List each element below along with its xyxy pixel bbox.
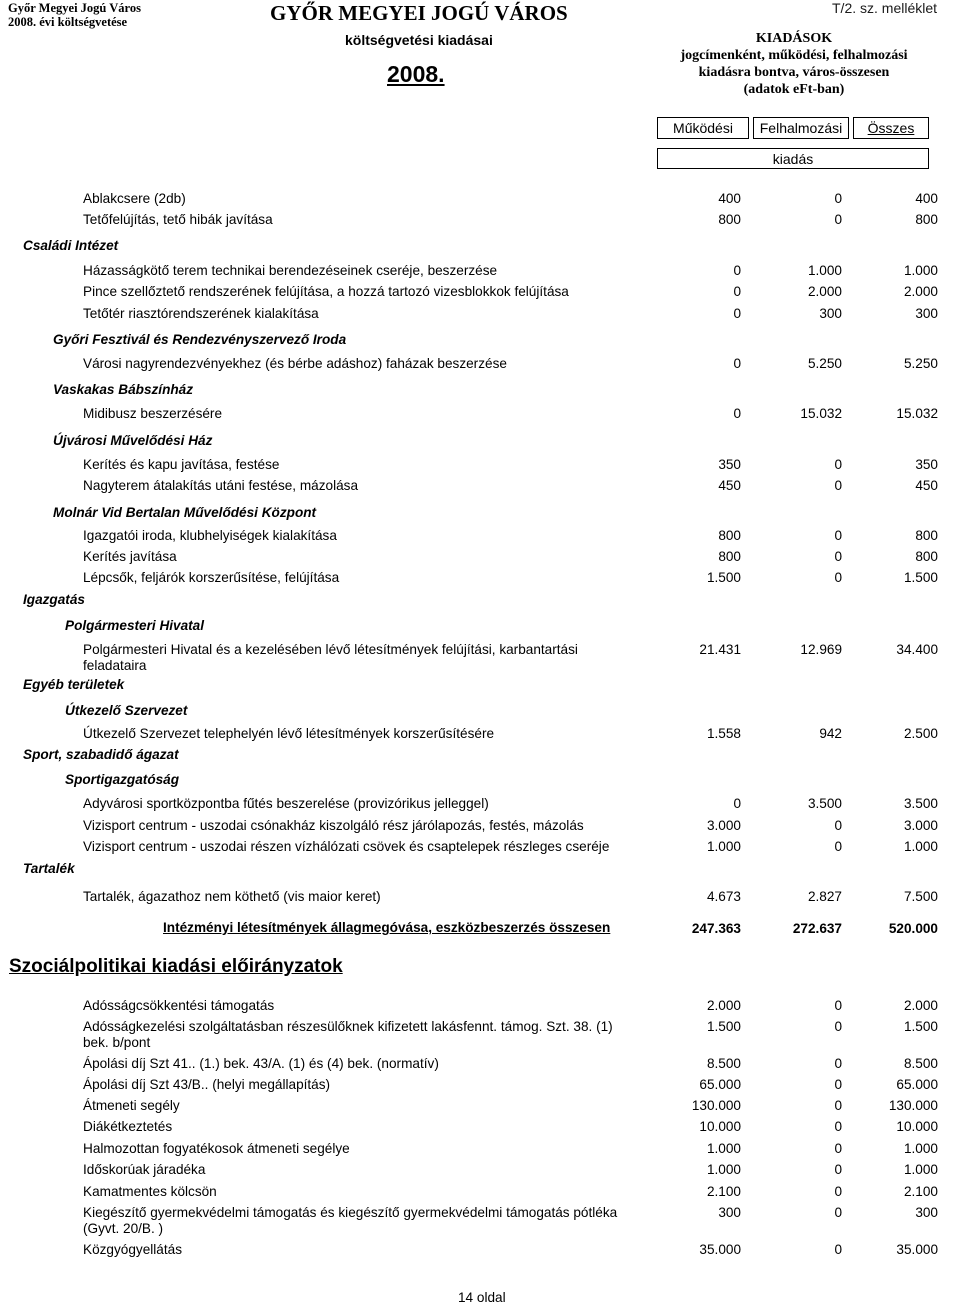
header-right-4: (adatok eFt-ban) xyxy=(743,82,845,97)
header-right-1: KIADÁSOK xyxy=(755,31,833,46)
section-ujvarosi: Újvárosi Művelődési Ház xyxy=(53,433,213,448)
year: 2008. xyxy=(387,61,445,87)
section-egyeb: Egyéb területek xyxy=(23,677,125,692)
column-operating: Működési xyxy=(657,117,749,139)
column-kiadas: kiadás xyxy=(657,148,929,169)
total-label: Intézményi létesítmények állagmegóvása, eszközbeszerzés összesen xyxy=(163,920,611,935)
page-number: 14 oldal xyxy=(458,1290,506,1305)
section-utkezelo: Útkezelő Szervezet xyxy=(65,703,188,718)
section-igazgatas: Igazgatás xyxy=(23,592,85,607)
column-capital: Felhalmozási xyxy=(753,117,849,139)
header-right-3: kiadásra bontva, város-összesen xyxy=(698,65,890,80)
section-sport: Sport, szabadidő ágazat xyxy=(23,747,179,762)
header-right-2: jogcímenként, működési, felhalmozási xyxy=(680,48,908,63)
appendix-label: T/2. sz. melléklet xyxy=(832,0,938,16)
section-sportigazgatosag: Sportigazgatóság xyxy=(65,772,180,787)
subtitle: költségvetési kiadásai xyxy=(345,32,493,48)
section-tartalek: Tartalék xyxy=(23,861,75,876)
org-budget-year: 2008. évi költségvetése xyxy=(8,15,128,29)
org-name: Győr Megyei Jogú Város xyxy=(8,1,141,15)
section-molnar: Molnár Vid Bertalan Művelődési Központ xyxy=(53,505,317,520)
social-heading: Szociálpolitikai kiadási előirányzatok xyxy=(9,956,343,977)
section-fesztival: Győri Fesztivál és Rendezvényszervező Iroda xyxy=(53,332,347,347)
section-polgarmesteri: Polgármesteri Hivatal xyxy=(65,618,205,633)
column-total: Összes xyxy=(853,117,929,139)
city-title: GYŐR MEGYEI JOGÚ VÁROS xyxy=(270,1,568,25)
section-csaladi: Családi Intézet xyxy=(23,238,119,253)
section-vaskakas: Vaskakas Bábszínház xyxy=(53,382,194,397)
